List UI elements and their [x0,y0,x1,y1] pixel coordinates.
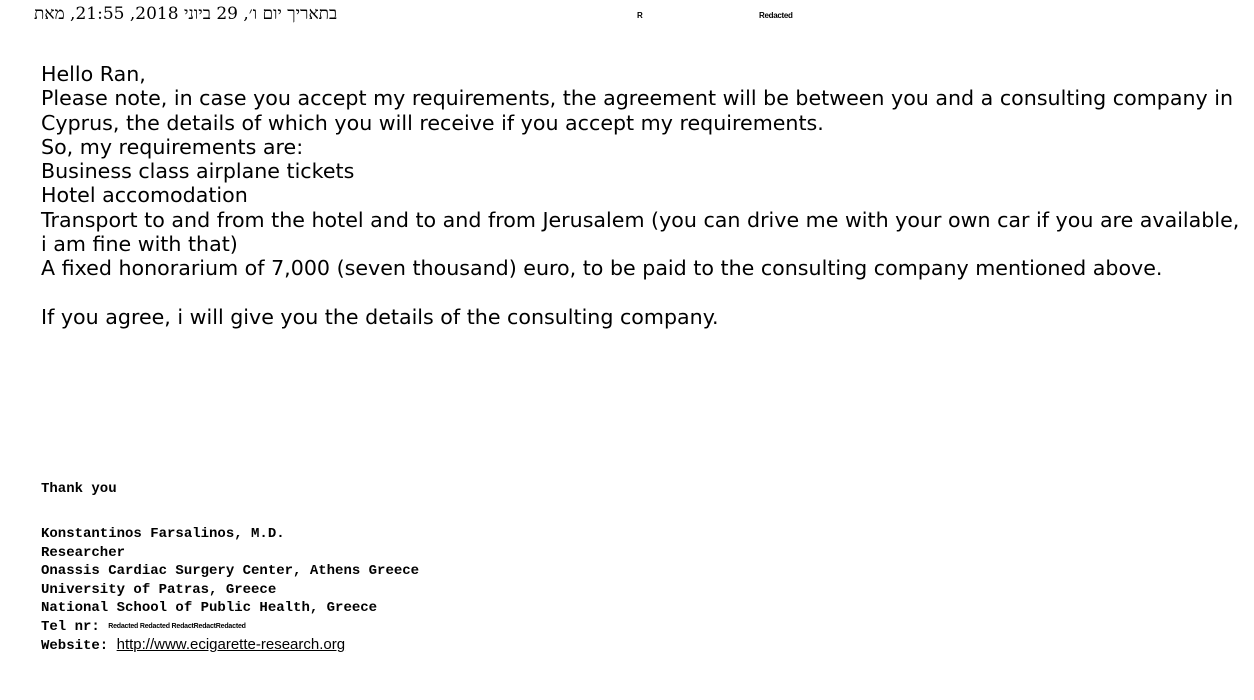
signature-block [41,525,419,656]
website-label: Website: [41,638,109,654]
redacted-sender-initial: R [637,11,643,20]
tel-redacted: Redacted Redacted RedactRedactRedacted [108,622,246,630]
signature-name: Konstantinos Farsalinos, M.D. [41,526,285,542]
signature-affiliation: National School of Public Health, Greece [41,600,378,616]
email-header-hebrew: בתאריך יום ו׳, 29 ביוני 2018, 21:55, מאת [34,4,338,24]
website-link[interactable]: http://www.ecigarette-research.org [116,636,346,653]
intro-paragraph: Please note, in case you accept my requirements, the agreement will be between you and a consulting company in Cyprus, the details of which you will receive if you accept my requirements. [41,86,1234,135]
requirement-item: A fixed honorarium of 7,000 (seven thousand) euro, to be paid to the consulting company mentioned above. [41,256,1163,281]
redacted-sender-address: Redacted [759,11,793,20]
requirement-item: Transport to and from the hotel and to and from Jerusalem (you can drive me with your own car if you are available, i am fine with that) [41,207,1240,257]
requirement-item: Business class airplane tickets [41,159,355,184]
closing-line: If you agree, i will give you the details of the consulting company. [41,304,719,329]
signature-tel [41,618,419,637]
signature-affiliation: University of Patras, Greece [41,581,277,598]
requirements-lead: So, my requirements are: [41,134,304,159]
signature-thanks: Thank you [41,481,117,497]
tel-label: Tel nr: [41,618,100,635]
greeting: Hello Ran, [41,62,146,86]
message-body [41,62,1241,329]
signature-role: Researcher [41,544,126,561]
signature-website [41,636,419,656]
requirement-item: Hotel accomodation [41,183,248,208]
signature-affiliation: Onassis Cardiac Surgery Center, Athens Greece [41,563,420,579]
